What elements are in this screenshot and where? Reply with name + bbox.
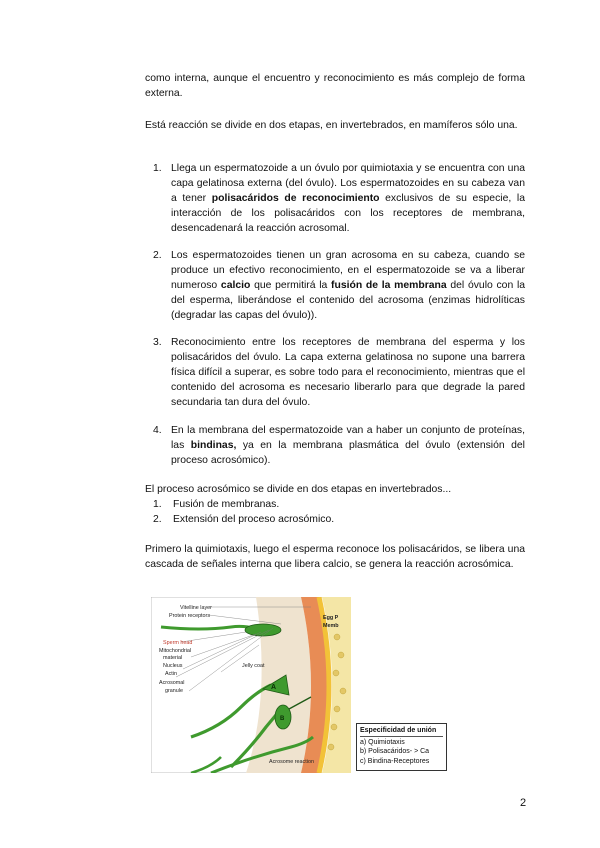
legend-item: b) Polisacáridos- > Ca <box>360 748 430 755</box>
page-number: 2 <box>520 797 527 809</box>
label-material: material <box>163 655 183 661</box>
label-nucleus: Nucleus <box>163 663 183 669</box>
binding-specificity-legend <box>356 723 447 771</box>
list-number: 4. <box>153 425 162 436</box>
sperm-head <box>245 624 281 636</box>
label-actin: Actin <box>165 671 177 677</box>
list-number: 3. <box>153 337 162 348</box>
label-a: A <box>271 684 277 691</box>
paragraph-stages: Está reacción se divide en dos etapas, en invertebrados, en mamíferos sólo una. <box>145 120 518 131</box>
bold-term: fusión de la membrana <box>331 280 447 291</box>
paragraph-intro: como interna, aunque el encuentro y reconocimiento es más complejo de forma externa. <box>145 73 525 99</box>
label-membrane: Memb <box>323 623 339 629</box>
legend-item: c) Bindina-Receptores <box>360 757 430 765</box>
list-item-4: 4. En la membrana del espermatozoide van a haber un conjunto de proteínas, las bindinas, ya en la membrana plasmática del óvulo (extensión del proceso acrosómico). <box>153 425 525 466</box>
label-mito: Mitochondrial <box>159 648 192 654</box>
bold-term: polisacáridos de reconocimiento <box>211 193 380 204</box>
list-item-2: 2. Los espermatozoides tienen un gran acrosoma en su cabeza, cuando se produce un efectivo reconocimiento, en el espermatozoide se va a liberar numeroso calcio que permitirá la fusión de la membrana del óvulo con la del esperma, liberándose el contenido del acrosoma (enzimas hidrolíticas (degradar las capas del óvulo)). <box>153 250 526 321</box>
list-item-1: 1. Llega un espermatozoide a un óvulo por quimiotaxia y se encuentra con una capa gelatinosa externa (del óvulo). Los espermatozoides en su cabeza van a tener polisacáridos de reconocimiento exclusivos de su especie, la interacción de los polisacáridos con los receptores de membrana, desencadenará la reacción acrosomal. <box>153 163 525 234</box>
label-sperm-head: Sperm head <box>163 640 193 646</box>
bold-term: calcio <box>220 280 251 291</box>
subsection <box>145 482 525 527</box>
label-acrosomal: Acrosomal <box>159 680 185 686</box>
list-item-3: 3. Reconocimiento entre los receptores de membrana del esperma y los polisacáridos del óvulo. La capa externa gelatinosa no supone una barrera física difícil a superar, es sobre todo para el reconocimiento, mientras que el contenido del acrosoma es necesario liberarlo para que degrade la pared secundaria tan dura del óvulo. <box>153 337 525 408</box>
label-protein: Protein receptors <box>169 613 211 619</box>
list-number: 2. <box>153 250 162 261</box>
label-vitelline: Vitelline layer <box>180 605 212 611</box>
paragraph-summary: Primero la quimiotaxis, luego el esperma reconoce los polisacáridos, se libera una cascada de señales interna que libera calcio, se genera la reacción acrosómica. <box>145 544 525 570</box>
numbered-list <box>145 161 525 236</box>
label-reaction: Acrosome reaction <box>269 759 314 765</box>
label-egg: Egg P <box>323 615 339 621</box>
label-b: B <box>280 716 285 722</box>
list-number: 1. <box>153 163 162 174</box>
bold-term: bindinas, <box>190 440 237 451</box>
label-granule: granule <box>165 688 183 694</box>
legend-item: a) Quimiotaxis <box>360 738 405 746</box>
acrosome-reaction-figure <box>151 597 351 773</box>
legend-title: Especificidad de unión <box>360 726 443 737</box>
sub-item-1: 1. Fusión de membranas. <box>153 499 280 510</box>
subsection-intro: El proceso acrosómico se divide en dos etapas en invertebrados... <box>145 484 452 495</box>
sub-item-2: 2. Extensión del proceso acrosómico. <box>153 514 335 525</box>
label-jelly: Jelly coat <box>242 663 265 669</box>
